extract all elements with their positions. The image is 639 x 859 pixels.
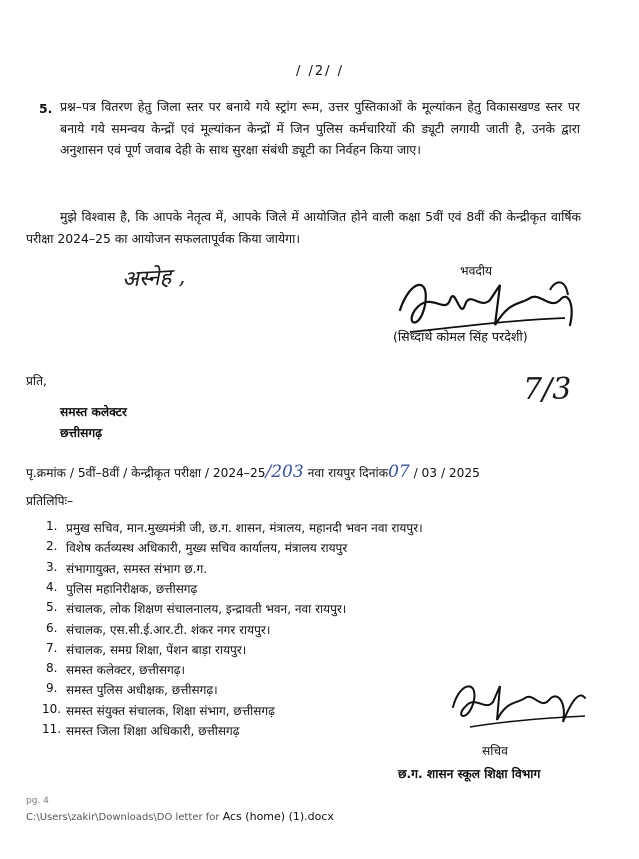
point-5-text: प्रश्न–पत्र वितरण हेतु जिला स्तर पर बनाये गये स्ट्रांग रूम, उत्तर पुस्तिकाओं के मूल्यांकन हेतु विकासखण्ड स्तर पर बनाये गये समन्वय केन्द्रों एवं मूल्यांकन केन्द्रों में जिन पुलिस कर्मचारियों की ड्यूटी लगायी जाती है, उनके द्वारा अनुशासन एवं पूर्ण जवाब देही के साथ सुरक्षा संबंधी ड्यूटी का निर्वहन किया जाए।: [60, 99, 580, 157]
list-item-text: समस्त कलेक्टर, छत्तीसगढ़।: [66, 663, 186, 678]
secretary-signature-image: [445, 672, 595, 742]
salutation: भवदीय: [460, 264, 493, 278]
copy-heading: प्रतिलिपिः–: [26, 494, 74, 508]
footer-filename: Acs (home) (1).docx: [222, 810, 334, 823]
footer-page-number: pg. 4: [26, 796, 49, 806]
list-item-text: समस्त जिला शिक्षा अधिकारी, छत्तीसगढ़: [66, 724, 240, 738]
list-item-text: समस्त पुलिस अधीक्षक, छत्तीसगढ़।: [66, 683, 218, 698]
list-item-text: संचालक, एस.सी.ई.आर.टी. शंकर नगर रायपुर।: [66, 622, 271, 637]
secretary-title: सचिव: [482, 744, 508, 758]
list-item-number: 4.: [46, 579, 58, 594]
handwritten-number: 7/3: [523, 372, 572, 407]
list-item-number: 7.: [46, 640, 58, 655]
list-item-number: 8.: [46, 661, 58, 676]
reference-date-rest: / 03 / 2025: [413, 466, 480, 480]
reference-prefix: पृ.क्रमांक / 5वीं–8वीं / केन्द्रीकृत परीक्षा / 2024–25: [26, 466, 266, 480]
list-item-text: संचालक, समग्र शिक्षा, पेंशन बाड़ा रायपुर।: [66, 642, 247, 657]
reference-middle: नवा रायपुर दिनांक: [307, 466, 389, 480]
point-number: 5.: [39, 101, 53, 116]
list-item-text: संचालक, लोक शिक्षण संचालनालय, इन्द्रावती भवन, नवा रायपुर।: [66, 602, 347, 617]
list-item-number: 1.: [46, 519, 58, 533]
reference-handwritten-day: 07: [388, 462, 410, 482]
list-item-number: 10.: [42, 701, 62, 716]
signatory-name: (सिध्दार्थ कोमल सिंह परदेशी): [393, 329, 528, 344]
closing-paragraph: मुझे विश्वास है, कि आपके नेतृत्व में, आपके जिले में आयोजित होने वाली कक्षा 5वीं एवं 8वीं की केन्द्रीकृत वार्षिक परीक्षा 2024–25 का आयोजन सफलतापूर्वक किया जायेगा।: [26, 209, 581, 246]
prati-label: प्रति,: [26, 374, 47, 388]
list-item-number: 5.: [46, 600, 58, 615]
list-item-number: 2.: [46, 539, 58, 554]
list-item-text: प्रमुख सचिव, मान.मुख्यमंत्री जी, छ.ग. शासन, मंत्रालय, महानदी भवन नवा रायपुर।: [66, 521, 423, 535]
list-item-text: विशेष कर्तव्यस्थ अधिकारी, मुख्य सचिव कार्यालय, मंत्रालय रायपुर: [66, 541, 348, 556]
reference-handwritten-number: /203: [265, 462, 304, 482]
footer-path: C:\Users\zakir\Downloads\DO letter for: [26, 812, 223, 823]
list-item-number: 9.: [46, 681, 58, 696]
reference-line: [26, 462, 480, 482]
secretary-department: छ.ग. शासन स्कूल शिक्षा विभाग: [398, 767, 541, 781]
footer-file-path: [26, 810, 334, 823]
list-item-text: पुलिस महानिरीक्षक, छत्तीसगढ़: [66, 581, 198, 596]
list-item-number: 6.: [46, 620, 58, 635]
handwritten-note: अस्नेह ,: [121, 264, 186, 293]
list-item-text: समस्त संयुक्त संचालक, शिक्षा संभाग, छत्तीसगढ़: [66, 703, 275, 718]
list-item-text: संभागायुक्त, समस्त संभाग छ.ग.: [66, 561, 208, 576]
addressee-line-2: छत्तीसगढ़: [60, 426, 103, 440]
page-number-marker: / /2/ /: [296, 64, 345, 79]
list-item-number: 11.: [42, 722, 62, 736]
list-item-number: 3.: [46, 559, 58, 574]
addressee-line-1: समस्त कलेक्टर: [60, 405, 127, 419]
